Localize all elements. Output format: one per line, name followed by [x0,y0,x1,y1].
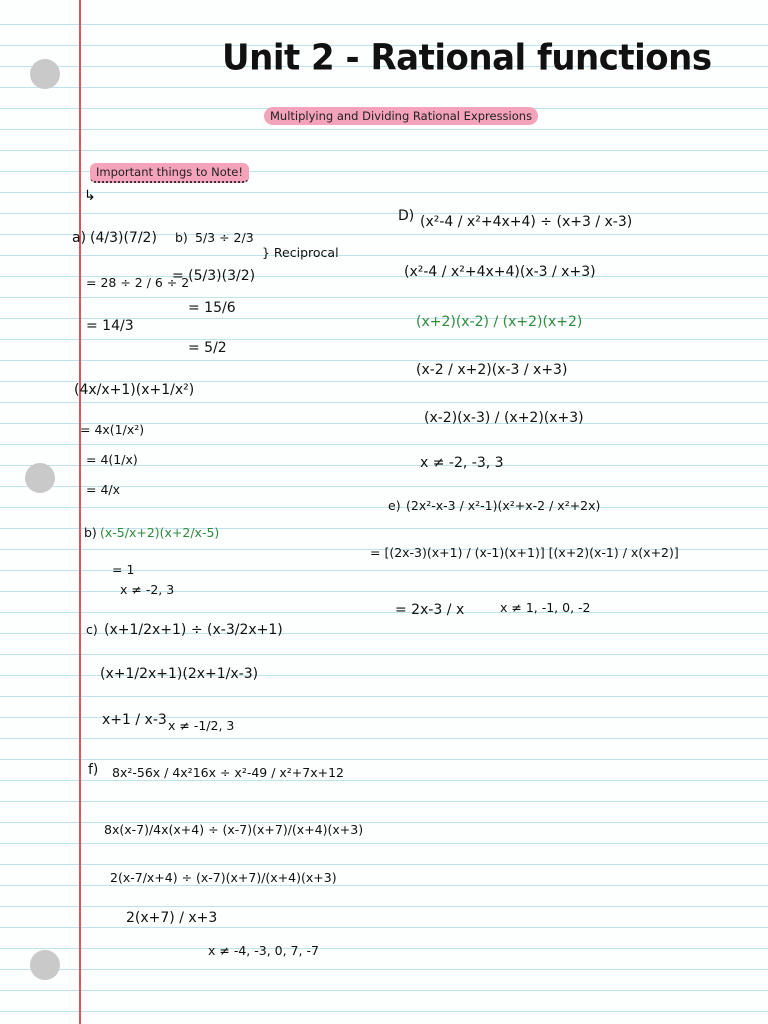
example-b-step: = 15/6 [188,300,236,316]
example-e-step: = [(2x-3)(x+1) / (x-1)(x+1)] [(x+2)(x-1) / x(x+2)] [370,545,679,560]
example-a-result: = 14/3 [86,318,134,334]
example-d-restriction: x ≠ -2, -3, 3 [420,455,504,471]
example-e-restriction: x ≠ 1, -1, 0, -2 [500,600,591,615]
example-e-result: = 2x-3 / x [395,602,465,618]
example-e-expression: (2x²-x-3 / x²-1)(x²+x-2 / x²+2x) [406,498,601,513]
example-a-expression: (4/3)(7/2) [90,230,157,246]
example-d-step: (x+2)(x-2) / (x+2)(x+2) [416,314,583,330]
example-f-result: 2(x+7) / x+3 [126,910,218,926]
example-c-restriction: x ≠ -1/2, 3 [168,718,235,733]
example-d-result: (x-2)(x-3) / (x+2)(x+3) [424,410,584,426]
page-title: Unit 2 - Rational functions [222,37,712,79]
example-step: = 4(1/x) [86,452,138,467]
example-expression: (4x/x+1)(x+1/x²) [74,382,195,398]
binder-hole [30,950,60,980]
example-b2-expression: (x-5/x+2)(x+2/x-5) [100,525,220,540]
example-d-expression: (x²-4 / x²+4x+4) ÷ (x+3 / x-3) [420,214,633,230]
example-b-expression: 5/3 ÷ 2/3 [195,230,254,245]
example-c-label: c) [86,622,98,637]
example-step: = 4x(1/x²) [80,422,145,437]
example-b-step: = (5/3)(3/2) [172,268,256,284]
example-c-result: x+1 / x-3 [102,712,167,728]
example-b2-restriction: x ≠ -2, 3 [120,582,175,597]
example-d-step: (x²-4 / x²+4x+4)(x-3 / x+3) [404,264,596,280]
example-f-expression: 8x²-56x / 4x²16x ÷ x²-49 / x²+7x+12 [112,765,345,780]
binder-hole [25,463,55,493]
example-f-step: 2(x-7/x+4) ÷ (x-7)(x+7)/(x+4)(x+3) [110,870,337,885]
subtitle-highlight: Multiplying and Dividing Rational Expressions [264,107,538,125]
example-c-step: (x+1/2x+1)(2x+1/x-3) [100,666,259,682]
example-a-label: a) [72,230,87,246]
example-b2-result: = 1 [112,562,135,577]
binder-hole [30,59,60,89]
example-b-result: = 5/2 [188,340,227,356]
example-d-step: (x-2 / x+2)(x-3 / x+3) [416,362,568,378]
example-b-label: b) [175,230,188,245]
arrow-icon: ↳ [84,188,96,204]
note-heading: Important things to Note! [90,163,249,183]
reciprocal-note: } Reciprocal [262,245,339,260]
example-e-label: e) [388,498,401,513]
example-b2-label: b) [84,525,97,540]
example-c-expression: (x+1/2x+1) ÷ (x-3/2x+1) [104,622,283,638]
example-result: = 4/x [86,482,121,497]
example-a-step: = 28 ÷ 2 / 6 ÷ 2 [86,275,190,290]
example-f-step: 8x(x-7)/4x(x+4) ÷ (x-7)(x+7)/(x+4)(x+3) [104,822,364,837]
example-f-restriction: x ≠ -4, -3, 0, 7, -7 [208,943,319,958]
example-f-label: f) [88,762,99,778]
margin-line [79,0,81,1024]
example-d-label: D) [398,208,415,224]
